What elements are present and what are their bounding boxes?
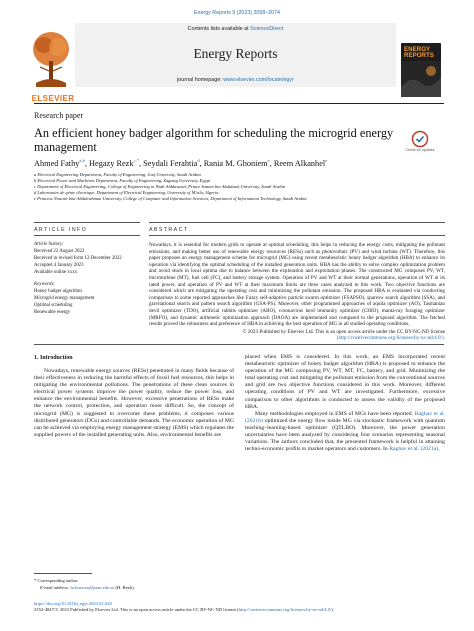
license-link[interactable]: (http://creativecommons.org/licenses/by-nc-nd/4.0/).	[336, 335, 445, 342]
journal-title: Energy Reports	[193, 46, 278, 61]
email-link[interactable]: hr.hussien@psau.edu.sa	[70, 585, 115, 590]
author-list	[34, 158, 454, 168]
article-info-label: ARTICLE INFO	[34, 227, 88, 233]
keyword-item: Renewable energy	[34, 310, 71, 315]
author-name[interactable]: Ahmed Fathy	[34, 158, 80, 168]
cover-title: ENERGY REPORTS	[404, 46, 434, 59]
contents-line	[75, 26, 396, 32]
affiliation-b: b Electrical Power and Machines Department, Faculty of Engineering, Zagazig University, Egypt	[34, 178, 211, 183]
intro-right-column	[245, 354, 445, 453]
homepage-line	[75, 77, 396, 83]
email-name: (H. Rezk).	[114, 585, 135, 590]
history-accepted: Accepted 4 January 2023	[34, 263, 84, 268]
keywords-label: Keywords:	[34, 282, 56, 287]
author-separator: ,	[269, 158, 274, 168]
elsevier-wordmark: ELSEVIER	[31, 94, 75, 103]
info-rule-2	[34, 235, 140, 236]
history-label: Article history:	[34, 242, 64, 247]
history-revised: Received in revised form 12 December 2022	[34, 256, 122, 261]
citation-link[interactable]: Raghav et al. (2021b)	[245, 410, 445, 424]
intro-right-paragraph-2	[245, 411, 445, 454]
author-separator: ,	[139, 158, 144, 168]
sciencedirect-link[interactable]: ScienceDirect	[250, 26, 284, 32]
corresponding-text: Corresponding author.	[37, 578, 79, 583]
check-updates-label: Check for updates	[405, 148, 435, 152]
doi-line	[34, 601, 112, 606]
keyword-item: Honey badger algorithm	[34, 289, 82, 294]
license-prefix: 2352-4847/© 2023 Published by Elsevier Ltd. This is an open access article under the CC BY-NC-ND license (	[34, 607, 239, 612]
abstract-label: ABSTRACT	[149, 227, 189, 233]
author-affiliation-marker[interactable]: d	[197, 158, 200, 163]
journal-cover-image[interactable]	[401, 43, 441, 97]
paper-title: An efficient honey badger algorithm for scheduling the microgrid energy management	[34, 126, 394, 154]
author-name[interactable]: Rania M. Ghoniem	[203, 158, 268, 168]
author-affiliation-marker[interactable]: a,b	[79, 158, 85, 163]
affiliation-d: d Laboratoire de génie électrique, Department of Electrical Engineering, University of M'sila, Algeria	[34, 190, 219, 195]
email-label: E-mail address:	[40, 585, 71, 590]
author-affiliation-marker[interactable]: e	[267, 158, 270, 163]
author-separator: ,	[199, 158, 204, 168]
intro-heading: 1. Introduction	[34, 355, 73, 361]
author-name[interactable]: Hegazy Rezk	[89, 158, 134, 168]
affiliation-e: e Princess Nourah bint Abdulrahman University, College of Computer and Information Sciences, Department of Information Technology, Saudi Arabia	[34, 196, 307, 201]
affiliation-a: a Electrical Engineering Department, Faculty of Engineering, Jouf University, Saudi Arabia	[34, 172, 201, 177]
license-line	[34, 607, 334, 612]
abstract-text: Nowadays, it is essential for modern grids to operate at optimal scheduling, this helps in reducing the energy costs, mitigating the pollutant emissions, and making better use of renewable energy resources (RESs) such as photovoltaic (PV) and wind turbine (WT). Therefore, this paper proposes an energy management scheme for microgrid (MG) using recent metaheuristic honey badger algorithm (HBA) to enhance its operation via identifying the optimal scheduling of the installed generation units. HBA has the ability to solve complex optimization problem and avoid stuck in local optima due to balance between the exploration and exploitation phases. The constructed MG composes PV, WT, microturbine (MT), fuel cell (FC), and battery storage system. Operation of PV and WT at their normal generations, operation of WT at its rated power, and operation of PV and WT at their maximum limits are three cases analyzed in this work. Two objective functions are considered which are mitigating the operating cost and minimizing the pollutant emission. The proposed HBA is evaluated via conducting comparison to some reported approaches like Fuzzy self-adaptive particle swarm optimizer (FSAPSO), sparrow search algorithm (SSA), and gravitational search and pattern search algorithm (GSA-PS). Moreover, other programmed approaches of aquila optimizer (AO), Tasmanian devil optimizer (TDO), artificial rabbits optimizer (ARO), coronavirus herd immunity optimizer (CHIO), manta-ray foraging optimizer (MRFO), and dynamic arithmetic optimization approach (DAOA) are implemented and compared to the proposed algorithm. The fetched results proved the robustness and preference of HBA in achieving the best operation of MG in all studied operating conditions.	[149, 242, 445, 328]
citation-link[interactable]: Raghav et al. (2021a),	[389, 446, 440, 453]
intro-left-column: Nowadays, renewable energy sources (RESs) penetrated in many fields because of their effectiveness in reducing the harmful effects of fossil fuel resources, this helps in mitigating the environmental pollutions. The penetrations of these clean sources in electrical power systems improve the power quality, reduce the power loss, and enhance the environmental benefits. However, excessive penetrations of RESs make the network control, protection, and operation more difficult. So, the concept of microgrid (MG) is suggested to overcome these problems, it composes various distributed generators (DGs) and controllable demands. The economic operation of MG can be achieved via employing energy management strategy (EMS) which regulates the supplied powers of the installed generating units. Also, environmental benefits are	[34, 368, 234, 438]
abstract-copyright	[149, 329, 445, 342]
intro-right-paragraph-1: placed when EMS is considered. In this work, an EMS incorporated recent metaheuristic optimizer of honey badger algorithm (HBA) is proposed to enhance the operation of the MG composing PV, WT, MT, FC, battery, and grid. Minimizing the total operating cost and mitigating the pollutant emission from the conventional sources and grid are two objective functions considered in this work. Moreover, different operating conditions of PV and WT are investigated. Furthermore, excessive comparison to other algorithms is conducted to assess the validity of the proposed HBA.	[245, 354, 445, 410]
keyword-item: Optimal scheduling	[34, 303, 73, 308]
history-received: Received 22 August 2022	[34, 249, 85, 254]
affiliation-c: c Department of Electrical Engineering, College of Engineering in Wadi Alddawasir, Prince Sattam bin Abdulaziz University, Saudi Arabia	[34, 184, 286, 189]
author-affiliation-marker[interactable]: c,*	[133, 158, 139, 163]
abstract-body	[149, 242, 445, 342]
p2-text-a: Many methodologies employed in EMS of MGs have been reported.	[255, 410, 415, 417]
author-name[interactable]: Reem Alkanhel	[273, 158, 326, 168]
check-for-updates-icon[interactable]	[402, 130, 438, 154]
abstract-rule-2	[149, 235, 445, 236]
homepage-link[interactable]: www.elsevier.com/locate/egyr	[223, 77, 294, 83]
homepage-prefix: journal homepage:	[177, 77, 224, 83]
license-suffix: ).	[331, 607, 334, 612]
elsevier-tree-logo-icon	[30, 27, 72, 89]
copyright-text: © 2023 Published by Elsevier Ltd. This is an open access article under the CC BY-NC-ND license	[242, 328, 445, 335]
author-name[interactable]: Seydali Ferahtia	[143, 158, 198, 168]
license-footer-link[interactable]: http://creativecommons.org/licenses/by-nc-nd/4.0/	[238, 607, 332, 612]
article-type: Research paper	[34, 111, 84, 120]
cover-graphic-icon	[401, 61, 441, 97]
history-online: Available online xxxx	[34, 270, 78, 275]
info-rule	[34, 222, 140, 223]
doi-link[interactable]: https://doi.org/10.1016/j.egyr.2023.01.028	[34, 601, 112, 606]
footnote-rule	[34, 573, 92, 574]
p2-text-b: optimized the energy flow inside MG via stochastic framework with quantum teaching–learning-based optimizer (QTLBO). Moreover, the power generation uncertainties have been analyzed by considering four scenarios representing seasonal variations. The authors concluded that, the presented framework is helpful in attaining techno-economic profits to market operators and customers. In	[245, 417, 445, 453]
author-separator: ,	[84, 158, 90, 168]
corresponding-author-note: * Corresponding author.	[34, 578, 79, 583]
abstract-bottom-rule	[34, 344, 444, 345]
author-affiliation-marker[interactable]: e	[325, 158, 328, 163]
email-line	[40, 585, 135, 590]
journal-reference[interactable]: Energy Reports 9 (2023) 2058–2074	[194, 10, 280, 16]
keyword-item: Microgrid energy management	[34, 296, 95, 301]
contents-prefix: Contents lists available at	[187, 26, 251, 32]
header-rule	[34, 103, 444, 104]
abstract-rule	[149, 222, 445, 223]
